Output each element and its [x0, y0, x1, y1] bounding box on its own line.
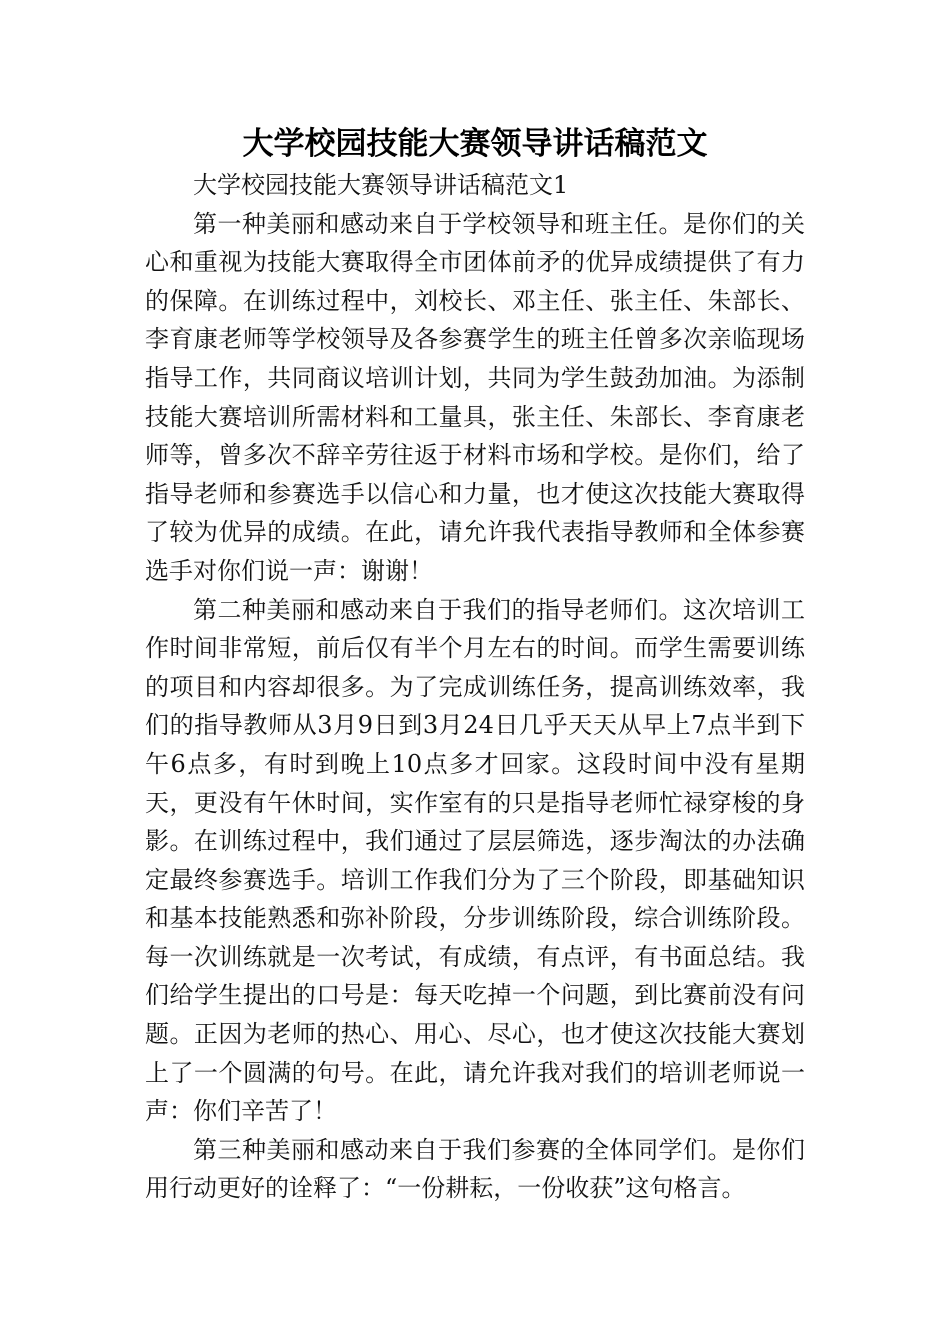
document-subtitle: 大学校园技能大赛领导讲话稿范文1: [193, 171, 569, 199]
document-body: [145, 166, 805, 1208]
paragraph-1: 第一种美丽和感动来自于学校领导和班主任。是你们的关心和重视为技能大赛取得全市团体前矛的优异成绩提供了有力的保障。在训练过程中，刘校长、邓主任、张主任、朱部长、李育康老师等学校领导及各参赛学生的班主任曾多次亲临现场指导工作，共同商议培训计划，共同为学生鼓劲加油。为添制技能大赛培训所需材料和工量具，张主任、朱部长、李育康老师等，曾多次不辞辛劳往返于材料市场和学校。是你们，给了指导老师和参赛选手以信心和力量，也才使这次技能大赛取得了较为优异的成绩。在此，请允许我代表指导教师和全体参赛选手对你们说一声：谢谢！: [145, 209, 805, 585]
paragraph-3: 第三种美丽和感动来自于我们参赛的全体同学们。是你们用行动更好的诠释了：“一份耕耘，一份收获”这句格言。: [145, 1135, 805, 1203]
document-title: 大学校园技能大赛领导讲话稿范文: [242, 126, 708, 162]
paragraph-2: 第二种美丽和感动来自于我们的指导老师们。这次培训工作时间非常短，前后仅有半个月左右的时间。而学生需要训练的项目和内容却很多。为了完成训练任务，提高训练效率，我们的指导教师从3月9日到3月24日几乎天天从早上7点半到下午6点多，有时到晚上10点多才回家。这段时间中没有星期天，更没有午休时间，实作室有的只是指导老师忙禄穿梭的身影。在训练过程中，我们通过了层层筛选，逐步淘汰的办法确定最终参赛选手。培训工作我们分为了三个阶段，即基础知识和基本技能熟悉和弥补阶段，分步训练阶段，综合训练阶段。每一次训练就是一次考试，有成绩，有点评，有书面总结。我们给学生提出的口号是：每天吃掉一个问题，到比赛前没有问题。正因为老师的热心、用心、尽心，也才使这次技能大赛划上了一个圆满的句号。在此，请允许我对我们的培训老师说一声：你们辛苦了！: [145, 595, 805, 1126]
